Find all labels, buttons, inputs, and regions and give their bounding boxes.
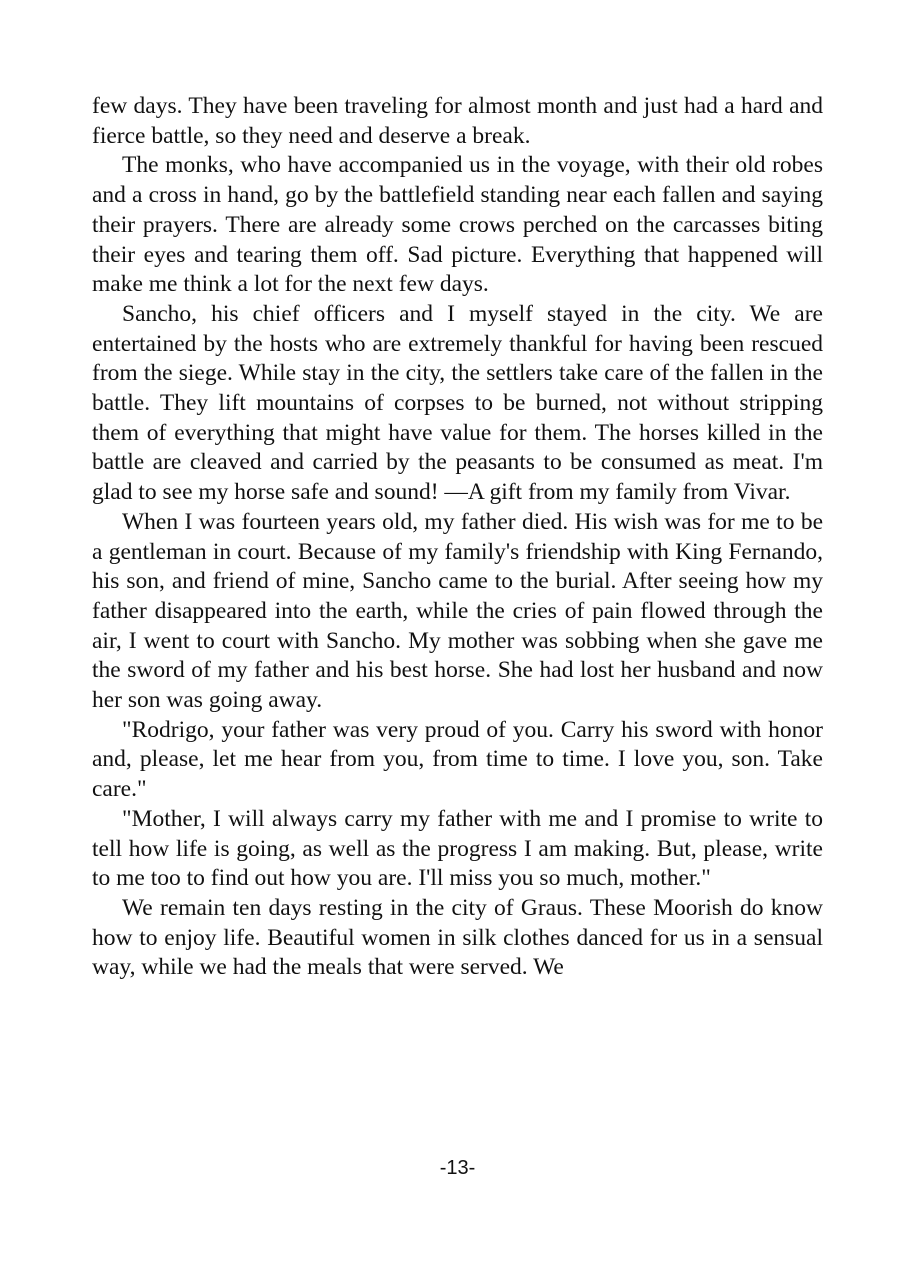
paragraph-4: When I was fourteen years old, my father died. His wish was for me to be a gentleman in court. Because of my family's friendship with King Fernando, his son, and friend of mine, Sancho came to the burial. After seeing how my father disappeared into the earth, while the cries of pain flowed through the air, I went to court with Sancho. My mother was sobbing when she gave me the sword of my father and his best horse. She had lost her husband and now her son was going away.	[92, 508, 823, 714]
paragraph-6: "Mother, I will always carry my father with me and I promise to write to tell how life is going, as well as the progress I am making. But, please, write to me too to find out how you are. I'll miss you so much, mother."	[92, 805, 823, 892]
paragraph-2: The monks, who have accompanied us in the voyage, with their old robes and a cross in hand, go by the battlefield standing near each fallen and saying their prayers. There are already some crows perched on the carcasses biting their eyes and tearing them off. Sad picture. Everything that happened will make me think a lot for the next few days.	[92, 152, 823, 298]
page-number: -13-	[439, 1157, 476, 1179]
paragraph-5: "Rodrigo, your father was very proud of you. Carry his sword with honor and, please, let me hear from you, from time to time. I love you, son. Take care."	[92, 716, 823, 803]
page-body	[92, 92, 823, 983]
paragraph-3: Sancho, his chief officers and I myself stayed in the city. We are entertained by the hosts who are extremely thankful for having been rescued from the siege. While stay in the city, the settlers take care of the fallen in the battle. They lift mountains of corpses to be burned, not without stripping them of everything that might have value for them. The horses killed in the battle are cleaved and carried by the peasants to be consumed as meat. I'm glad to see my horse safe and sound! —A gift from my family from Vivar.	[92, 300, 823, 506]
paragraph-7: We remain ten days resting in the city of Graus. These Moorish do know how to enjoy life. Beautiful women in silk clothes danced for us in a sensual way, while we had the meals that were served. We	[92, 894, 823, 981]
paragraph-1: few days. They have been traveling for almost month and just had a hard and fierce battle, so they need and deserve a break.	[92, 93, 823, 149]
